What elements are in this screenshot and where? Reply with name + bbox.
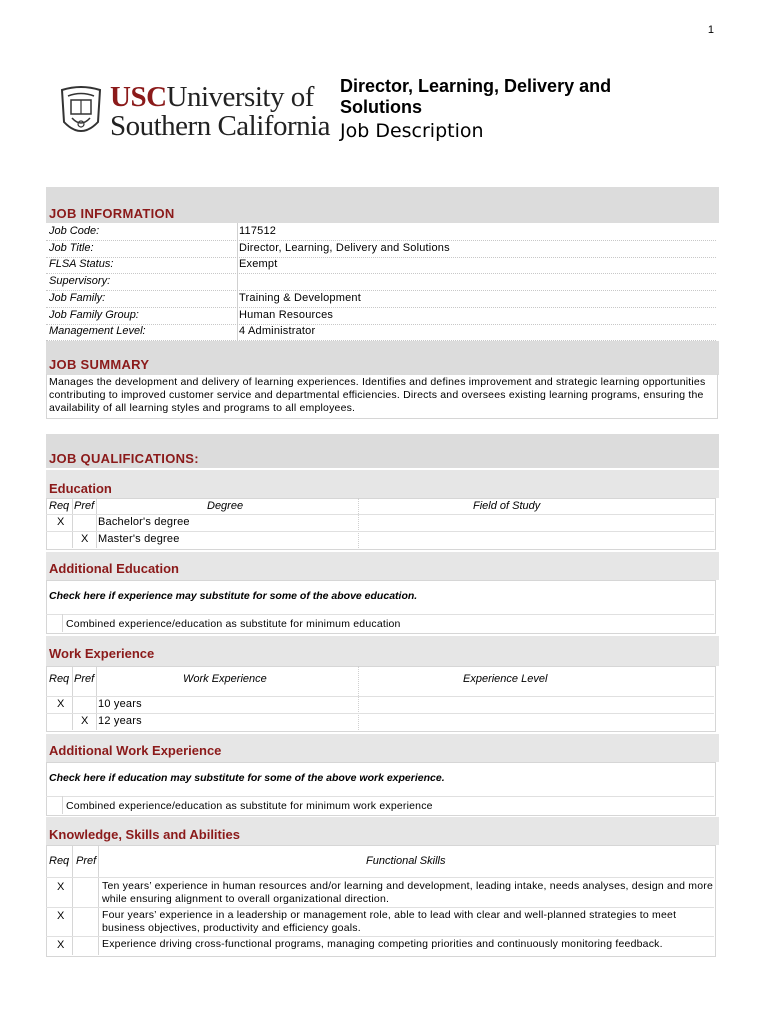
field-label: Management Level: <box>49 325 146 338</box>
field-value: 117512 <box>239 225 277 237</box>
ksa-item: Ten years’ experience in human resources and/or learning and development, leading intake, needs analyses, design and more while ensuring alignment to overall organizational direction. <box>102 880 714 905</box>
field-value: Human Resources <box>239 308 334 321</box>
summary-box <box>46 374 718 419</box>
job-information-row <box>46 274 716 291</box>
divider <box>62 614 63 632</box>
divider <box>46 696 714 697</box>
divider <box>46 531 714 532</box>
substitute-education-checkbox-label: Check here if experience may substitute for some of the above education. <box>49 590 418 602</box>
logo-line-1: USCUniversity of <box>110 81 314 113</box>
education-degree: Bachelor's degree <box>98 516 190 528</box>
field-label: FLSA Status: <box>49 258 114 271</box>
education-degree: Master's degree <box>98 533 180 545</box>
divider <box>72 498 73 548</box>
divider <box>46 514 714 515</box>
ksa-heading: Knowledge, Skills and Abilities <box>49 827 240 842</box>
divider <box>46 936 714 937</box>
education-heading: Education <box>49 481 112 496</box>
column-req: Req <box>49 673 70 685</box>
job-information-row <box>46 257 716 274</box>
divider <box>358 666 360 730</box>
logo-line-2: Southern California <box>110 110 331 142</box>
column-req: Req <box>49 855 70 867</box>
ksa-req-mark: X <box>57 910 65 922</box>
education-bar <box>46 470 719 498</box>
column-pref: Pref <box>74 500 95 512</box>
work-experience-heading: Work Experience <box>49 646 155 661</box>
divider <box>46 796 714 797</box>
column-field-of-study: Field of Study <box>473 500 541 512</box>
work-experience-value: 10 years <box>98 698 142 710</box>
work-pref-mark: X <box>81 715 89 727</box>
page-number: 1 <box>707 24 714 36</box>
field-label: Job Family: <box>49 291 106 304</box>
field-value: Exempt <box>239 258 278 271</box>
job-information-row <box>46 308 716 325</box>
education-pref-mark: X <box>81 533 89 545</box>
divider <box>46 713 714 714</box>
job-title-heading: Director, Learning, Delivery and Solutions <box>340 76 612 117</box>
usc-seal-icon <box>58 84 104 140</box>
work-experience-value: 12 years <box>98 715 142 727</box>
divider <box>46 614 714 615</box>
substitute-work-checkbox-label: Check here if education may substitute for some of the above work experience. <box>49 772 445 784</box>
additional-work-experience-heading: Additional Work Experience <box>49 743 222 758</box>
field-label: Supervisory: <box>49 275 111 288</box>
job-information-row <box>46 241 716 258</box>
divider <box>62 796 63 814</box>
divider <box>96 666 97 730</box>
work-req-mark: X <box>57 698 65 710</box>
substitute-education-option: Combined experience/education as substitute for minimum education <box>66 618 401 630</box>
job-information-row <box>46 324 716 341</box>
job-summary-heading: JOB SUMMARY <box>49 357 150 372</box>
ksa-req-mark: X <box>57 939 65 951</box>
ksa-item: Experience driving cross-functional programs, managing competing priorities and continuously monitoring feedback. <box>102 938 663 950</box>
field-value: Training & Development <box>239 291 361 304</box>
job-information-row <box>46 224 716 241</box>
usc-logo <box>58 81 331 142</box>
job-information-heading: JOB INFORMATION <box>49 206 175 221</box>
field-label: Job Family Group: <box>49 308 139 321</box>
divider <box>46 907 714 908</box>
column-pref: Pref <box>74 673 95 685</box>
work-experience-table <box>46 666 716 732</box>
divider <box>72 666 73 730</box>
column-degree: Degree <box>207 500 244 512</box>
divider <box>358 498 360 548</box>
column-pref: Pref <box>76 855 97 867</box>
divider <box>96 498 97 548</box>
column-functional-skills: Functional Skills <box>366 855 446 867</box>
field-label: Job Code: <box>49 225 100 237</box>
education-req-mark: X <box>57 516 65 528</box>
ksa-req-mark: X <box>57 881 65 893</box>
divider <box>46 877 714 878</box>
job-qualifications-heading: JOB QUALIFICATIONS: <box>49 451 199 466</box>
field-value: 4 Administrator <box>239 325 316 338</box>
document-subtitle: Job Description <box>340 120 484 142</box>
field-label: Job Title: <box>49 241 94 254</box>
column-experience-level: Experience Level <box>463 673 548 685</box>
divider <box>98 845 99 955</box>
field-value: Director, Learning, Delivery and Solutions <box>239 241 450 254</box>
ksa-item: Four years’ experience in a leadership or management role, able to lead with clear and well-planned strategies to meet business objectives, productivity and efficiency goals. <box>102 909 677 934</box>
column-req: Req <box>49 500 70 512</box>
job-information-row <box>46 291 716 308</box>
divider <box>72 845 73 955</box>
additional-education-heading: Additional Education <box>49 561 179 576</box>
column-work-experience: Work Experience <box>183 673 267 685</box>
job-summary-text: Manages the development and delivery of learning experiences. Identifies and defines improvement and strategic learning opportunities contributing to improved customer service and departmental efficiencies. Directs and oversees existing learning programs, ensuring the availability of all learning styles and programs to all employees. <box>49 376 706 414</box>
substitute-work-option: Combined experience/education as substitute for minimum work experience <box>66 800 433 812</box>
